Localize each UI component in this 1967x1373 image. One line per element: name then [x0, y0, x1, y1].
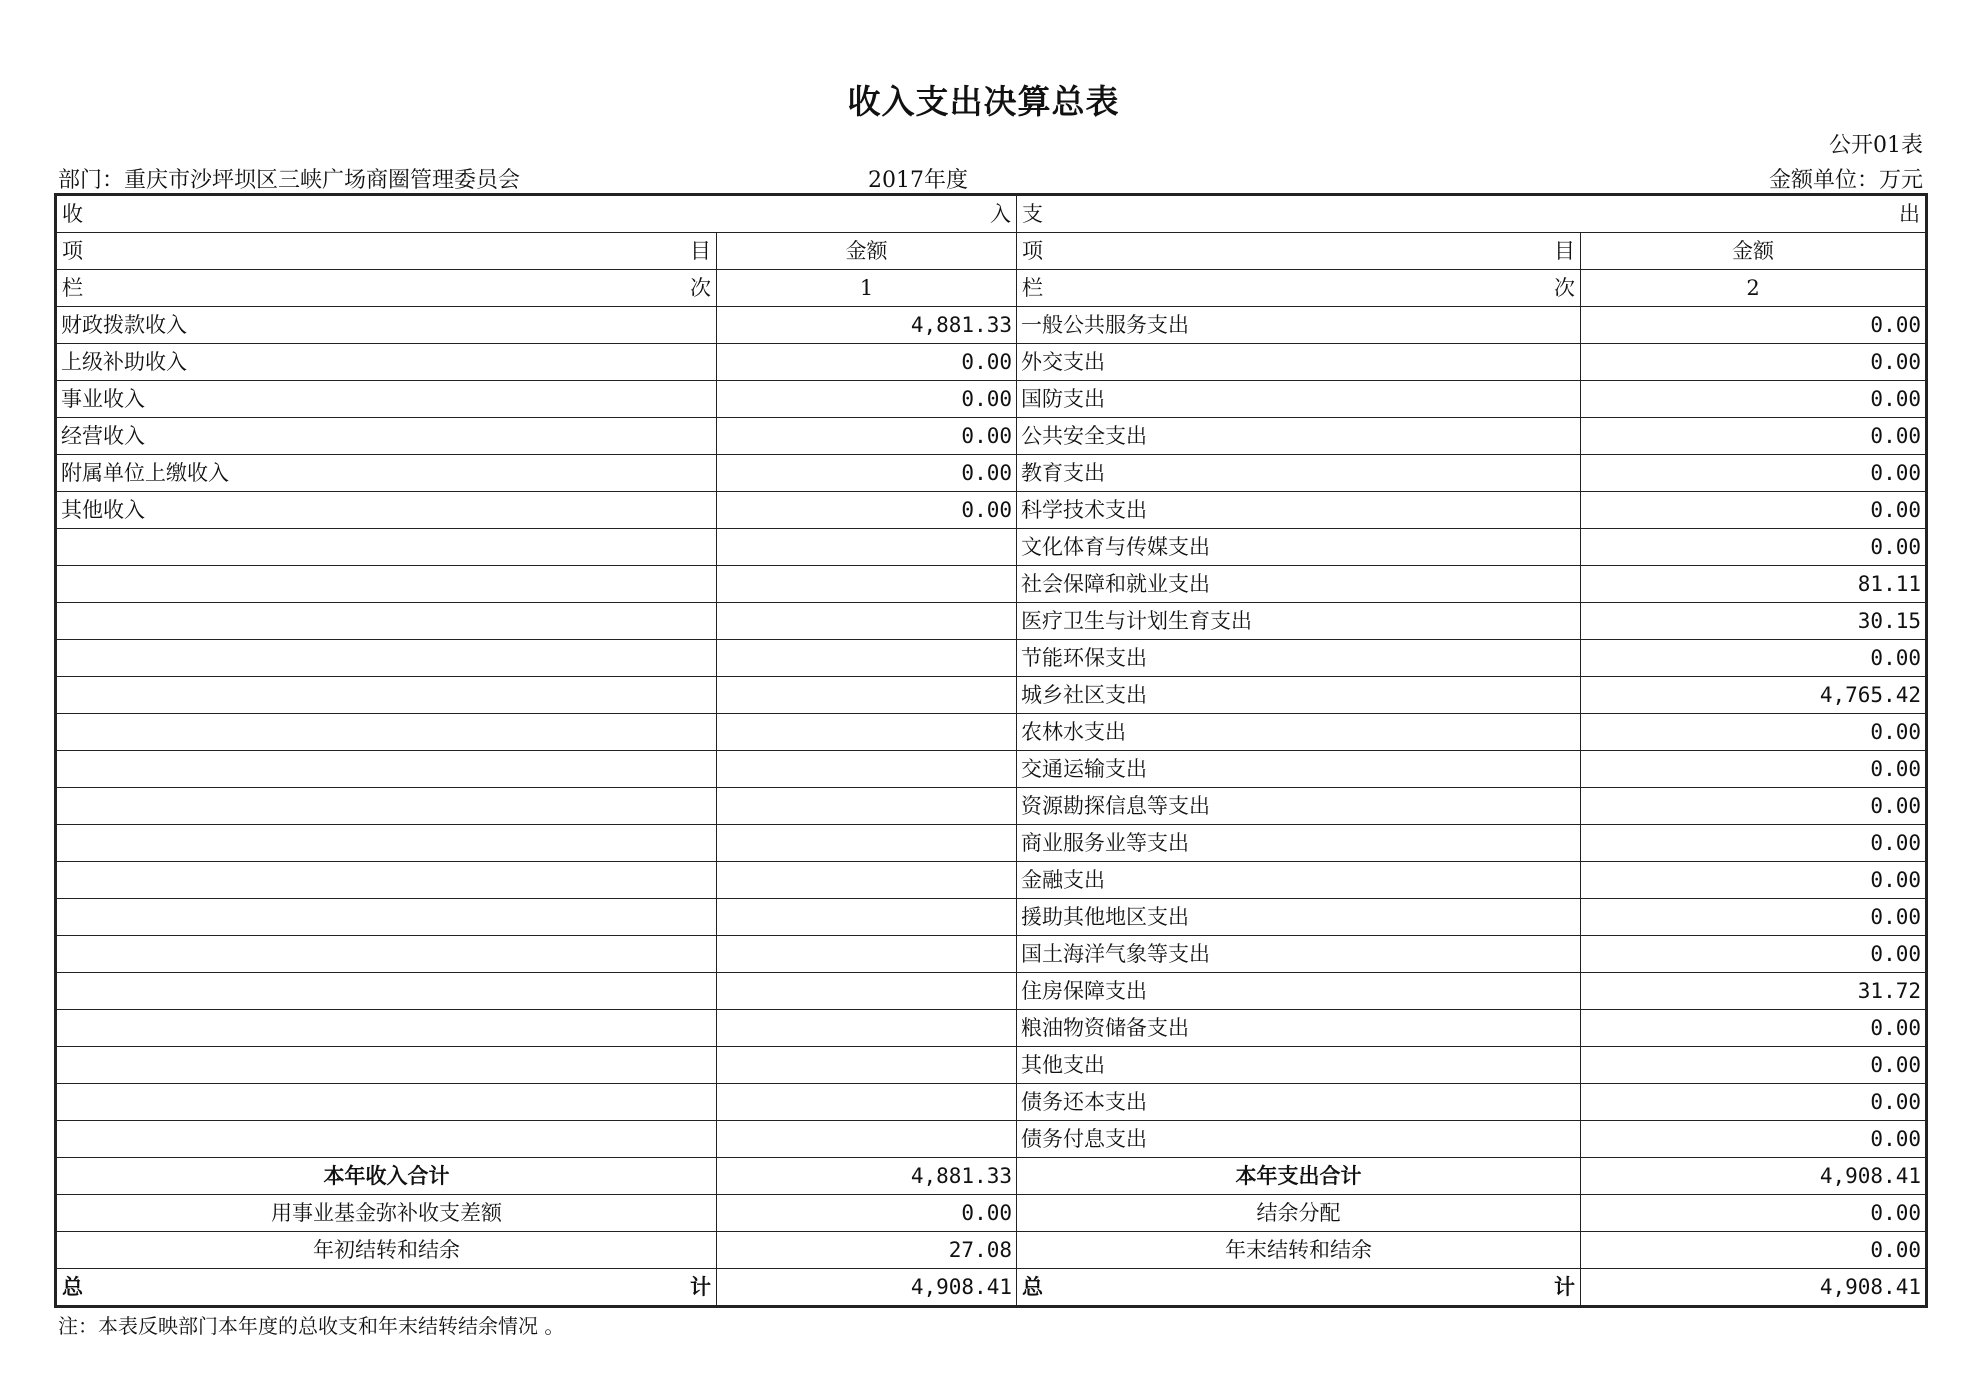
income-item: 财政拨款收入 [56, 307, 717, 344]
income-item-header [56, 233, 717, 270]
income-amount: 0.00 [717, 418, 1017, 455]
grand-income-amount: 4,908.41 [717, 1269, 1017, 1307]
income-amount [717, 825, 1017, 862]
table-row [56, 936, 1927, 973]
expense-item: 粮油物资储备支出 [1017, 1010, 1581, 1047]
table-row [56, 1047, 1927, 1084]
income-amount [717, 788, 1017, 825]
income-item [56, 640, 717, 677]
footnote: 注：本表反映部门本年度的总收支和年末结转结余情况 。 [58, 1314, 565, 1338]
expense-amount: 0.00 [1581, 1010, 1927, 1047]
income-amount [717, 1047, 1017, 1084]
table-row [56, 973, 1927, 1010]
income-item [56, 973, 717, 1010]
expense-amount: 30.15 [1581, 603, 1927, 640]
grand-income-right: 计 [690, 1275, 711, 1299]
table-row [56, 344, 1927, 381]
grand-expense-amount: 4,908.41 [1581, 1269, 1927, 1307]
expense-col-right: 次 [1554, 276, 1575, 300]
income-item [56, 566, 717, 603]
table-row [56, 788, 1927, 825]
income-item [56, 899, 717, 936]
expense-amount: 4,765.42 [1581, 677, 1927, 714]
income-total-label: 本年收入合计 [56, 1158, 717, 1195]
expense-amount: 0.00 [1581, 825, 1927, 862]
begin-carryover-label: 年初结转和结余 [56, 1232, 717, 1269]
expense-item: 教育支出 [1017, 455, 1581, 492]
grand-total-row [56, 1269, 1927, 1307]
expense-item: 债务还本支出 [1017, 1084, 1581, 1121]
income-header-left: 收 [62, 202, 83, 226]
expense-total-amount: 4,908.41 [1581, 1158, 1927, 1195]
income-amount [717, 1010, 1017, 1047]
income-col-right: 次 [690, 276, 711, 300]
grand-expense-label [1017, 1269, 1581, 1307]
expense-item: 节能环保支出 [1017, 640, 1581, 677]
income-item [56, 1010, 717, 1047]
expense-amount: 0.00 [1581, 714, 1927, 751]
expense-item: 国土海洋气象等支出 [1017, 936, 1581, 973]
expense-section-header [1017, 195, 1927, 233]
expense-amount: 31.72 [1581, 973, 1927, 1010]
table-row [56, 492, 1927, 529]
income-amount [717, 936, 1017, 973]
amount-unit: 金额单位：万元 [1768, 168, 1923, 193]
income-item [56, 936, 717, 973]
income-amount [717, 714, 1017, 751]
income-amount: 0.00 [717, 492, 1017, 529]
income-total-amount: 4,881.33 [717, 1158, 1017, 1195]
table-row [56, 899, 1927, 936]
table-row [56, 455, 1927, 492]
expense-amount: 0.00 [1581, 1084, 1927, 1121]
expense-item-header [1017, 233, 1581, 270]
expense-item: 交通运输支出 [1017, 751, 1581, 788]
grand-expense-right: 计 [1554, 1275, 1575, 1299]
carryover-row [56, 1232, 1927, 1269]
income-item [56, 714, 717, 751]
expense-total-label: 本年支出合计 [1017, 1158, 1581, 1195]
expense-amount: 0.00 [1581, 1121, 1927, 1158]
income-amount [717, 677, 1017, 714]
income-col-label [56, 270, 717, 307]
expense-header-left: 支 [1022, 202, 1043, 226]
header-row-column-number [56, 270, 1927, 307]
expense-item: 其他支出 [1017, 1047, 1581, 1084]
table-row [56, 529, 1927, 566]
expense-col-label [1017, 270, 1581, 307]
expense-item: 农林水支出 [1017, 714, 1581, 751]
expense-amount: 0.00 [1581, 344, 1927, 381]
expense-amount-header: 金额 [1581, 233, 1927, 270]
expense-item: 资源勘探信息等支出 [1017, 788, 1581, 825]
income-item-header-right: 目 [690, 239, 711, 263]
table-row [56, 714, 1927, 751]
fund-label: 用事业基金弥补收支差额 [56, 1195, 717, 1232]
fiscal-year: 2017年度 [868, 168, 968, 193]
income-item [56, 788, 717, 825]
table-row [56, 1121, 1927, 1158]
expense-item: 住房保障支出 [1017, 973, 1581, 1010]
expense-item-header-left: 项 [1022, 239, 1043, 263]
income-amount [717, 973, 1017, 1010]
table-row [56, 603, 1927, 640]
table-row [56, 1010, 1927, 1047]
expense-item: 金融支出 [1017, 862, 1581, 899]
grand-income-left: 总 [62, 1275, 83, 1299]
income-amount [717, 862, 1017, 899]
expense-col-number: 2 [1581, 270, 1927, 307]
table-row [56, 1084, 1927, 1121]
expense-amount: 0.00 [1581, 936, 1927, 973]
expense-amount: 0.00 [1581, 1047, 1927, 1084]
income-header-right: 入 [990, 202, 1011, 226]
expense-item: 城乡社区支出 [1017, 677, 1581, 714]
income-expense-table [54, 193, 1928, 1308]
income-amount: 0.00 [717, 344, 1017, 381]
expense-header-right: 出 [1899, 202, 1920, 226]
income-amount [717, 566, 1017, 603]
income-item [56, 1121, 717, 1158]
income-item: 事业收入 [56, 381, 717, 418]
table-row [56, 862, 1927, 899]
expense-amount: 0.00 [1581, 307, 1927, 344]
expense-item: 商业服务业等支出 [1017, 825, 1581, 862]
table-row [56, 640, 1927, 677]
expense-item: 一般公共服务支出 [1017, 307, 1581, 344]
income-amount-header: 金额 [717, 233, 1017, 270]
expense-item: 援助其他地区支出 [1017, 899, 1581, 936]
expense-item: 外交支出 [1017, 344, 1581, 381]
form-code: 公开01表 [1829, 133, 1923, 158]
income-amount [717, 640, 1017, 677]
income-col-left: 栏 [62, 276, 83, 300]
expense-item-header-right: 目 [1554, 239, 1575, 263]
table-row [56, 751, 1927, 788]
expense-item: 医疗卫生与计划生育支出 [1017, 603, 1581, 640]
expense-amount: 81.11 [1581, 566, 1927, 603]
table-row [56, 381, 1927, 418]
expense-item: 文化体育与传媒支出 [1017, 529, 1581, 566]
expense-amount: 0.00 [1581, 899, 1927, 936]
expense-item: 公共安全支出 [1017, 418, 1581, 455]
income-amount: 0.00 [717, 381, 1017, 418]
table-row [56, 825, 1927, 862]
report-title: 收入支出决算总表 [847, 82, 1120, 121]
expense-amount: 0.00 [1581, 529, 1927, 566]
income-item [56, 1047, 717, 1084]
grand-income-label [56, 1269, 717, 1307]
end-carryover-amount: 0.00 [1581, 1232, 1927, 1269]
expense-col-left: 栏 [1022, 276, 1043, 300]
table-row [56, 418, 1927, 455]
distribution-amount: 0.00 [1581, 1195, 1927, 1232]
expense-amount: 0.00 [1581, 381, 1927, 418]
header-row-section [56, 195, 1927, 233]
income-item [56, 825, 717, 862]
income-item: 其他收入 [56, 492, 717, 529]
income-amount [717, 603, 1017, 640]
income-total-row [56, 1158, 1927, 1195]
income-section-header [56, 195, 1017, 233]
expense-amount: 0.00 [1581, 455, 1927, 492]
expense-item: 债务付息支出 [1017, 1121, 1581, 1158]
income-item: 经营收入 [56, 418, 717, 455]
income-amount [717, 751, 1017, 788]
income-item: 上级补助收入 [56, 344, 717, 381]
expense-item: 科学技术支出 [1017, 492, 1581, 529]
expense-amount: 0.00 [1581, 862, 1927, 899]
income-item-header-left: 项 [62, 239, 83, 263]
fund-amount: 0.00 [717, 1195, 1017, 1232]
income-col-number: 1 [717, 270, 1017, 307]
expense-amount: 0.00 [1581, 751, 1927, 788]
income-item [56, 751, 717, 788]
income-item [56, 862, 717, 899]
table-row [56, 307, 1927, 344]
expense-amount: 0.00 [1581, 788, 1927, 825]
header-row-item [56, 233, 1927, 270]
end-carryover-label: 年末结转和结余 [1017, 1232, 1581, 1269]
income-amount [717, 1084, 1017, 1121]
expense-amount: 0.00 [1581, 418, 1927, 455]
grand-expense-left: 总 [1022, 1275, 1043, 1299]
expense-amount: 0.00 [1581, 640, 1927, 677]
expense-amount: 0.00 [1581, 492, 1927, 529]
income-item: 附属单位上缴收入 [56, 455, 717, 492]
income-amount [717, 1121, 1017, 1158]
income-item [56, 603, 717, 640]
department-label: 部门：重庆市沙坪坝区三峡广场商圈管理委员会 [58, 168, 521, 193]
begin-carryover-amount: 27.08 [717, 1232, 1017, 1269]
income-amount: 4,881.33 [717, 307, 1017, 344]
income-amount [717, 899, 1017, 936]
table-row [56, 566, 1927, 603]
expense-item: 社会保障和就业支出 [1017, 566, 1581, 603]
table-row [56, 677, 1927, 714]
income-item [56, 677, 717, 714]
income-amount [717, 529, 1017, 566]
expense-item: 国防支出 [1017, 381, 1581, 418]
income-item [56, 1084, 717, 1121]
distribution-label: 结余分配 [1017, 1195, 1581, 1232]
income-amount: 0.00 [717, 455, 1017, 492]
fund-distribution-row [56, 1195, 1927, 1232]
income-item [56, 529, 717, 566]
